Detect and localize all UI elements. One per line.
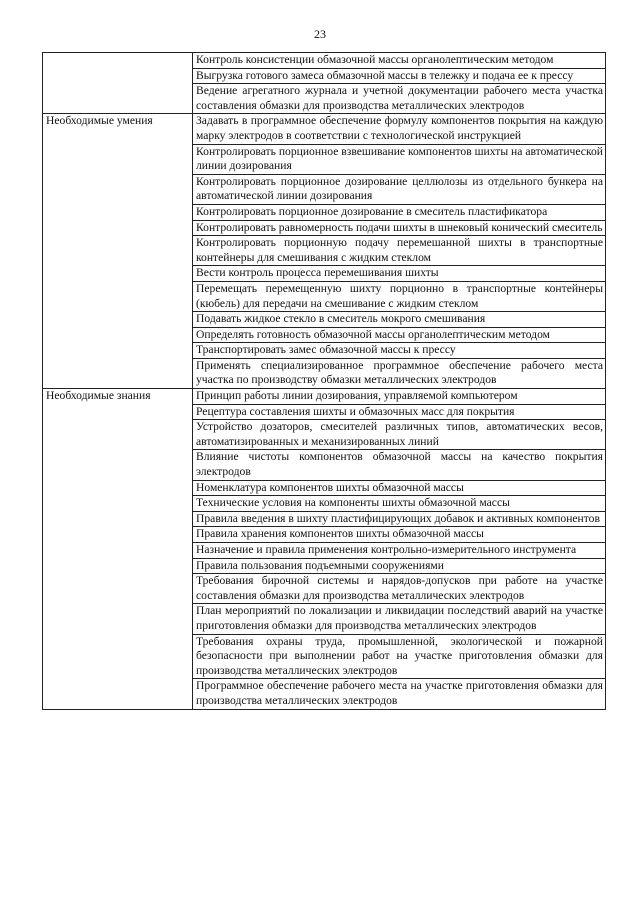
requirement-item: Требования охраны труда, промышленной, экологической и пожарной безопасности при выполнении работ на участке приготовления обмазки для производства металлических электродов xyxy=(193,634,606,679)
requirement-item: Контролировать равномерность подачи шихты в шнековый конический смеситель xyxy=(193,220,606,236)
requirement-item: Подавать жидкое стекло в смеситель мокрого смешивания xyxy=(193,312,606,328)
table-row xyxy=(43,114,606,144)
requirement-item: Влияние чистоты компонентов обмазочной массы на качество покрытия электродов xyxy=(193,450,606,480)
requirement-item: Вести контроль процесса перемешивания шихты xyxy=(193,266,606,282)
requirement-item: План мероприятий по локализации и ликвидации последствий аварий на участке приготовления обмазки для производства металлических электродов xyxy=(193,604,606,634)
requirement-item: Выгрузка готового замеса обмазочной массы в тележку и подача ее к прессу xyxy=(193,68,606,84)
table-row xyxy=(43,53,606,69)
requirement-item: Контролировать порционное дозирование в смеситель пластификатора xyxy=(193,204,606,220)
requirement-item: Контролировать порционное взвешивание компонентов шихты на автоматической линии дозирования xyxy=(193,144,606,174)
section-label: Необходимые знания xyxy=(43,389,193,709)
requirement-item: Номенклатура компонентов шихты обмазочной массы xyxy=(193,480,606,496)
requirement-item: Определять готовность обмазочной массы органолептическим методом xyxy=(193,327,606,343)
section-label: Необходимые умения xyxy=(43,114,193,389)
requirement-item: Контролировать порционную подачу перемешанной шихты в транспортные контейнеры для смешивания с жидким стеклом xyxy=(193,236,606,266)
requirement-item: Применять специализированное программное обеспечение рабочего места участка по производству обмазки металлических электродов xyxy=(193,358,606,388)
requirement-item: Задавать в программное обеспечение формулу компонентов покрытия на каждую марку электродов в соответствии с технологической инструкцией xyxy=(193,114,606,144)
table-row xyxy=(43,389,606,405)
requirement-item: Программное обеспечение рабочего места на участке приготовления обмазки для производства металлических электродов xyxy=(193,679,606,709)
section-label xyxy=(43,53,193,114)
requirement-item: Контролировать порционное дозирование целлюлозы из отдельного бункера на автоматической линии дозирования xyxy=(193,174,606,204)
requirement-item: Устройство дозаторов, смесителей различных типов, автоматических весов, автоматизированных и механизированных линий xyxy=(193,420,606,450)
requirement-item: Рецептура составления шихты и обмазочных масс для покрытия xyxy=(193,404,606,420)
requirement-item: Транспортировать замес обмазочной массы к прессу xyxy=(193,343,606,359)
page-number: 23 xyxy=(314,27,326,41)
requirement-item: Принцип работы линии дозирования, управляемой компьютером xyxy=(193,389,606,405)
requirement-item: Технические условия на компоненты шихты обмазочной массы xyxy=(193,496,606,512)
requirements-table xyxy=(42,52,606,710)
requirement-item: Перемещать перемещенную шихту порционно в транспортные контейнеры (кюбель) для передачи на смешивание с жидким стеклом xyxy=(193,281,606,311)
requirement-item: Правила введения в шихту пластифицирующих добавок и активных компонентов xyxy=(193,511,606,527)
requirement-item: Назначение и правила применения контрольно-измерительного инструмента xyxy=(193,543,606,559)
requirement-item: Правила пользования подъемными сооружениями xyxy=(193,558,606,574)
requirements-table-body xyxy=(43,53,606,710)
requirement-item: Правила хранения компонентов шихты обмазочной массы xyxy=(193,527,606,543)
requirement-item: Ведение агрегатного журнала и учетной документации рабочего места участка составления обмазки для производства металлических электродов xyxy=(193,84,606,114)
requirement-item: Требования бирочной системы и нарядов-допусков при работе на участке составления обмазки для производства металлических электродов xyxy=(193,574,606,604)
requirement-item: Контроль консистенции обмазочной массы органолептическим методом xyxy=(193,53,606,69)
